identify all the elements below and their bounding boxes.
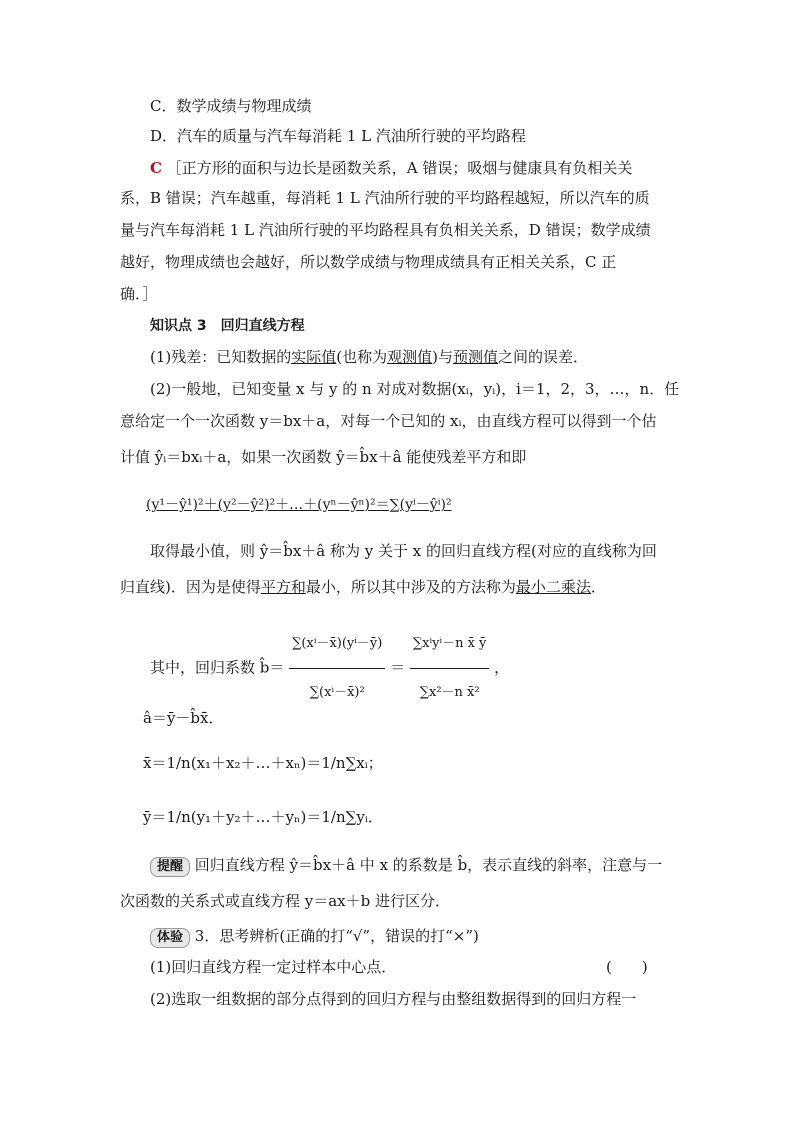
- general-line-1: (2)一般地，已知变量 x 与 y 的 n 对成对数据(xᵢ，yᵢ)，i＝1，2，3，…，n．任: [150, 380, 680, 398]
- x-mean-formula: x̄＝1/n(x₁＋x₂＋…＋xₙ)＝1/n∑xᵢ；: [143, 754, 383, 772]
- residual-text-b: (也称为: [336, 348, 388, 366]
- residual-text-a: (1)残差：已知数据的: [150, 348, 292, 366]
- coefficient-denominator-2: ∑x²－n x̄²: [419, 685, 480, 700]
- coefficient-numerator-2: ∑xⁱyⁱ－n x̄ ȳ: [410, 620, 490, 669]
- tip-line-1: [150, 854, 662, 877]
- coefficient-fraction-1: [289, 620, 385, 717]
- residual-text-d: 之间的误差．: [498, 348, 589, 366]
- residual-text-c: )与: [432, 348, 453, 366]
- answer-line-1: [150, 157, 632, 179]
- actual-value-term: 实际值: [291, 348, 337, 366]
- least-squares-term: 最小二乘法: [515, 578, 591, 596]
- answer-letter: C: [150, 159, 162, 177]
- answer-text-1: ［正方形的面积与边长是函数关系，A 错误；吸烟与健康具有负相关关: [166, 159, 633, 177]
- tip-badge: 提醒: [150, 857, 190, 877]
- question-1: (1)回归直线方程一定过样本中心点．: [150, 958, 397, 976]
- equals-sign: ＝: [390, 658, 406, 677]
- answer-line-5: 确．］: [120, 285, 158, 303]
- general-line-2: 意给定一个一次函数 y＝bx＋a，对每一个已知的 xᵢ，由直线方程可以得到一个估: [120, 412, 657, 430]
- question-2: (2)选取一组数据的部分点得到的回归方程与由整组数据得到的回归方程一: [150, 990, 637, 1008]
- residual-sum-expression: (y¹－ŷ¹)²＋(y²－ŷ²)²＋…＋(yⁿ－ŷⁿ)²＝∑(yⁱ－ŷⁱ)²: [146, 497, 452, 513]
- experience-line: [150, 925, 479, 948]
- regression-coefficient-formula: [150, 620, 509, 717]
- least-squares-text-b: 最小，所以其中涉及的方法称为: [305, 578, 516, 596]
- experience-badge: 体验: [150, 928, 190, 948]
- answer-line-4: 越好，物理成绩也会越好，所以数学成绩与物理成绩具有正相关关系，C 正: [120, 253, 617, 271]
- least-squares-text-c: ．: [590, 578, 606, 596]
- observed-value-term: 观测值: [387, 348, 433, 366]
- predicted-value-term: 预测值: [453, 348, 499, 366]
- general-line-3: [120, 446, 526, 468]
- residual-definition: [150, 346, 588, 368]
- y-mean-formula: ȳ＝1/n(y₁＋y₂＋…＋yₙ)＝1/n∑yᵢ．: [143, 808, 383, 826]
- least-squares-line-1: 取得最小值，则 ŷ＝b̂x＋â 称为 y 关于 x 的回归直线方程(对应的直线称为回: [150, 542, 657, 560]
- tip-text-1: 回归直线方程 ŷ＝b̂x＋â 中 x 的系数是 b̂，表示直线的斜率，注意与一: [194, 856, 663, 874]
- least-squares-line-2: [120, 576, 606, 598]
- square-sum-term: 平方和: [260, 578, 306, 596]
- comma: ，: [494, 658, 510, 677]
- coefficient-numerator-1: ∑(xⁱ－x̄)(yⁱ－ȳ): [289, 620, 385, 669]
- option-c: C．数学成绩与物理成绩: [150, 97, 312, 115]
- question-1-answer-blank: ( ): [606, 958, 648, 976]
- experience-question: 3．思考辨析(正确的打“√”，错误的打“×”): [194, 927, 479, 945]
- residual-sum-formula: [146, 494, 452, 516]
- estimate-formula: ŷᵢ＝bxᵢ＋a，如果一次函数 ŷ＝b̂x＋â 能使残差平方和即: [154, 448, 527, 466]
- coefficient-label: 其中，回归系数 b̂＝: [150, 658, 285, 677]
- intercept-formula: â＝ȳ－b̂x̄．: [143, 709, 224, 727]
- option-d: D．汽车的质量与汽车每消耗 1 L 汽油所行驶的平均路程: [150, 127, 526, 145]
- answer-line-3: 量与汽车每消耗 1 L 汽油所行驶的平均路程具有负相关关系，D 错误；数学成绩: [120, 221, 651, 239]
- least-squares-text-a: 归直线)．因为是使得: [120, 578, 261, 596]
- coefficient-denominator-1: ∑(xⁱ－x̄)²: [309, 685, 365, 700]
- answer-line-2: 系，B 错误；汽车越重，每消耗 1 L 汽油所行驶的平均路程越短，所以汽车的质: [120, 189, 650, 207]
- estimate-label: 计值: [120, 448, 151, 466]
- knowledge-point-title: 知识点 3 回归直线方程: [150, 318, 305, 334]
- tip-line-2: 次函数的关系式或直线方程 y＝ax＋b 进行区分．: [120, 892, 451, 910]
- coefficient-fraction-2: [410, 620, 490, 717]
